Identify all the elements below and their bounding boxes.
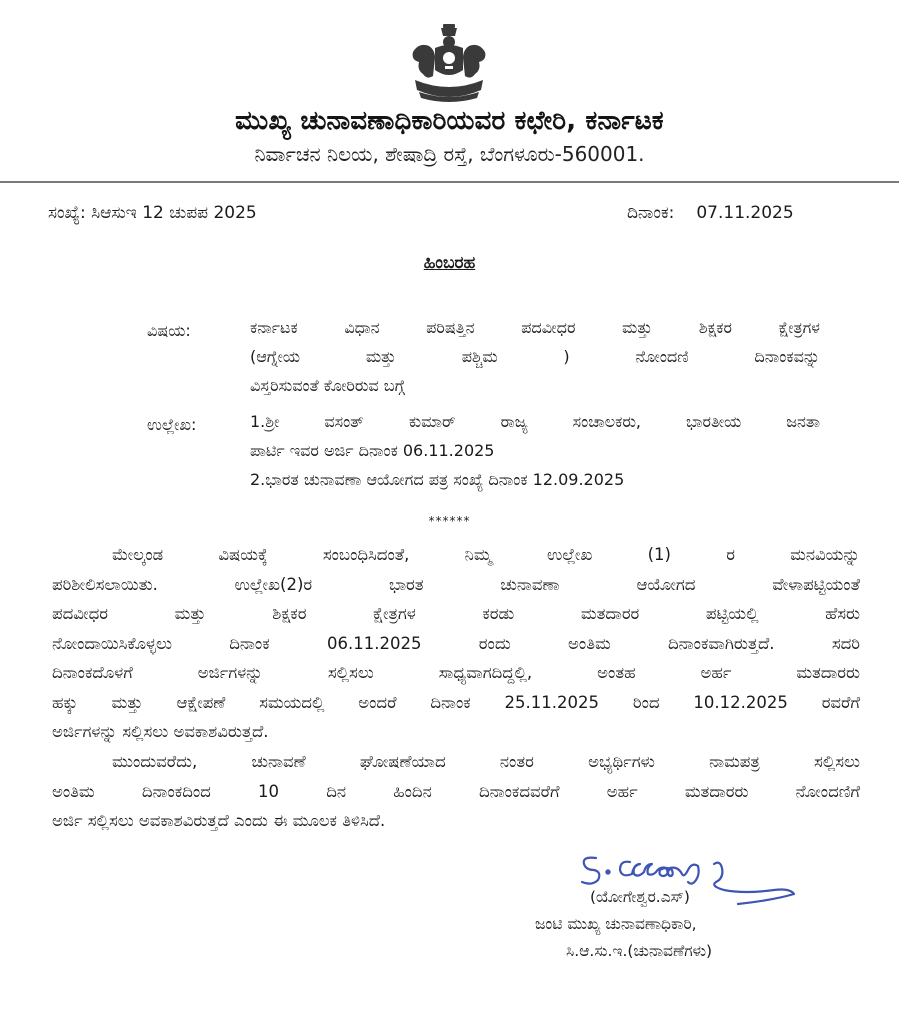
body-line: ಅರ್ಜಿ ಸಲ್ಲಿಸಲು ಅವಕಾಶವಿರುತ್ತದೆ ಎಂದು ಈ ಮೂಲಕ ತಿಳಿಸಿದೆ. — [52, 811, 386, 830]
header-divider — [0, 181, 899, 183]
body-line: ದಿನಾಂಕದೊಳಗೆ ಅರ್ಜಿಗಳನ್ನು ಸಲ್ಲಿಸಲು ಸಾಧ್ಯವಾಗದಿದ್ದಲ್ಲಿ, ಅಂತಹ ಅರ್ಹ ಮತದಾರರು — [52, 663, 860, 682]
date-value: 07.11.2025 — [696, 203, 794, 223]
references-text — [250, 407, 820, 494]
office-name: ಮುಖ್ಯ ಚುನಾವಣಾಧಿಕಾರಿಯವರ ಕಛೇರಿ, ಕರ್ನಾಟಕ — [235, 106, 664, 136]
body-line: ಮೇಲ್ಕಂಡ ವಿಷಯಕ್ಕೆ ಸಂಬಂಧಿಸಿದಂತೆ, ನಿಮ್ಮ ಉಲ್ಲೇಖ (1) ರ ಮನವಿಯನ್ನು — [112, 545, 860, 564]
signatory-designation: ಜಂಟಿ ಮುಖ್ಯ ಚುನಾವಣಾಧಿಕಾರಿ, — [535, 915, 697, 933]
body-line: ಪದವೀಧರ ಮತ್ತು ಶಿಕ್ಷಕರ ಕ್ಷೇತ್ರಗಳ ಕರಡು ಮತದಾರರ ಪಟ್ಟಿಯಲ್ಲಿ ಹೆಸರು — [52, 604, 860, 623]
signatory-department: ಸಿ.ಆ.ಸು.ಇ.(ಚುನಾವಣೆಗಳು) — [566, 942, 713, 960]
signatory-name: (ಯೋಗೇಶ್ವರ.ಎಸ್) — [590, 888, 690, 906]
document-type-heading: ಹಿಂಬರಹ — [423, 253, 476, 273]
date — [627, 203, 794, 223]
state-emblem — [405, 22, 493, 104]
body-paragraph-1 — [52, 540, 860, 747]
body-line: ಹಕ್ಕು ಮತ್ತು ಆಕ್ಷೇಪಣೆ ಸಮಯದಲ್ಲಿ ಅಂದರೆ ದಿನಾಂಕ 25.11.2025 ರಿಂದ 10.12.2025 ರವರೆಗೆ — [52, 692, 860, 712]
reference-line: ಪಾರ್ಟಿ ಇವರ ಅರ್ಜಿ ದಿನಾಂಕ 06.11.2025 — [250, 441, 495, 460]
body-line: ಪರಿಶೀಲಿಸಲಾಯಿತು. ಉಲ್ಲೇಖ(2)ರ ಭಾರತ ಚುನಾವಣಾ ಆಯೋಗದ ವೇಳಾಪಟ್ಟಿಯಂತೆ — [52, 574, 860, 594]
body-line: ಅರ್ಜಿಗಳನ್ನು ಸಲ್ಲಿಸಲು ಅವಕಾಶವಿರುತ್ತದೆ. — [52, 722, 269, 741]
reference-number: ಸಂಖ್ಯೆ: ಸಿಆಸುಇ 12 ಚುಪಪ 2025 — [48, 203, 257, 223]
body-line: ಮುಂದುವರೆದು, ಚುನಾವಣೆ ಘೋಷಣೆಯಾದ ನಂತರ ಅಭ್ಯರ್ಥಿಗಳು ನಾಮಪತ್ರ ಸಲ್ಲಿಸಲು — [112, 752, 860, 771]
subject-label: ವಿಷಯ: — [147, 321, 191, 340]
body-line: ಅಂತಿಮ ದಿನಾಂಕದಿಂದ 10 ದಿನ ಹಿಂದಿನ ದಿನಾಂಕದವರೆಗೆ ಅರ್ಹ ಮತದಾರರು ನೋಂದಣಿಗೆ — [52, 781, 860, 801]
office-address: ನಿರ್ವಾಚನ ನಿಲಯ, ಶೇಷಾದ್ರಿ ರಸ್ತೆ, ಬೆಂಗಳೂರು-560001. — [254, 142, 645, 166]
subject-line: ಕರ್ನಾಟಕ ವಿಧಾನ ಪರಿಷತ್ತಿನ ಪದವೀಧರ ಮತ್ತು ಶಿಕ್ಷಕರ ಕ್ಷೇತ್ರಗಳ — [250, 318, 820, 337]
references-label: ಉಲ್ಲೇಖ: — [147, 415, 197, 434]
reference-line: 2.ಭಾರತ ಚುನಾವಣಾ ಆಯೋಗದ ಪತ್ರ ಸಂಖ್ಯೆ ದಿನಾಂಕ 12.09.2025 — [250, 470, 625, 489]
body-paragraph-2 — [52, 747, 860, 836]
body-line: ನೋಂದಾಯಿಸಿಕೊಳ್ಳಲು ದಿನಾಂಕ 06.11.2025 ರಂದು ಅಂತಿಮ ದಿನಾಂಕವಾಗಿರುತ್ತದೆ. ಸದರಿ — [52, 633, 860, 653]
section-separator: ****** — [428, 514, 471, 528]
subject-line: ವಿಸ್ತರಿಸುವಂತೆ ಕೋರಿರುವ ಬಗ್ಗೆ — [250, 376, 405, 395]
subject-line: (ಆಗ್ನೇಯ ಮತ್ತು ಪಶ್ಚಿಮ ) ನೋಂದಣಿ ದಿನಾಂಕವನ್ನು — [250, 347, 820, 366]
subject-text — [250, 313, 820, 400]
reference-line: 1.ಶ್ರೀ ವಸಂತ್ ಕುಮಾರ್ ರಾಜ್ಯ ಸಂಚಾಲಕರು, ಭಾರತೀಯ ಜನತಾ — [250, 412, 820, 431]
date-label: ದಿನಾಂಕ: — [627, 203, 675, 223]
